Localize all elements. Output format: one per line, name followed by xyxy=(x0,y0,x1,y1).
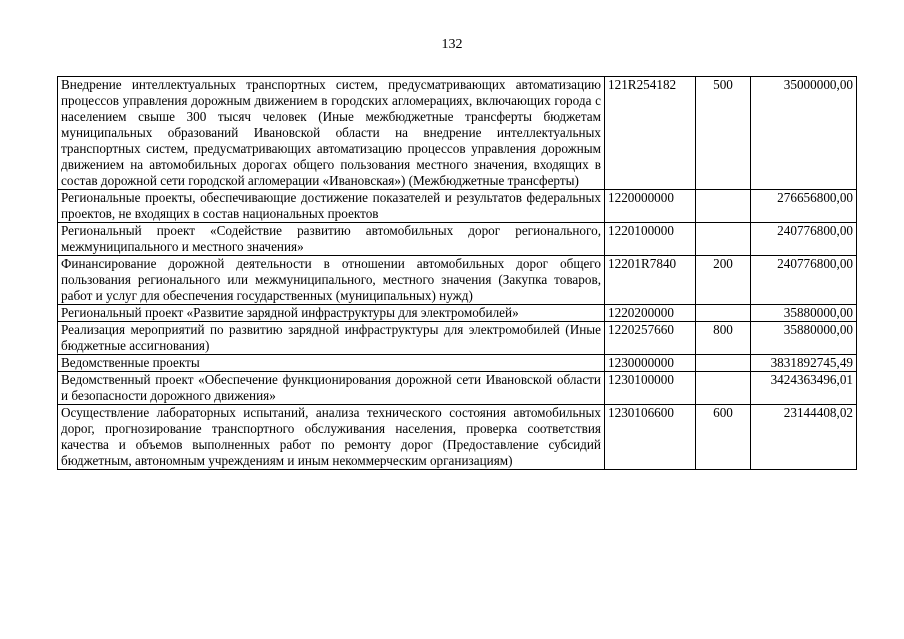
row-code: 1220200000 xyxy=(605,305,696,322)
table-row xyxy=(58,223,857,256)
row-amount: 35000000,00 xyxy=(751,77,857,190)
row-description: Региональный проект «Содействие развитию автомобильных дорог регионального, межмуниципального и местного значения» xyxy=(58,223,605,256)
budget-table xyxy=(57,76,857,470)
row-amount: 3831892745,49 xyxy=(751,355,857,372)
row-expense-type: 600 xyxy=(696,405,751,470)
row-amount: 23144408,02 xyxy=(751,405,857,470)
row-amount: 35880000,00 xyxy=(751,322,857,355)
row-description: Реализация мероприятий по развитию зарядной инфраструктуры для электромобилей (Иные бюджетные ассигнования) xyxy=(58,322,605,355)
row-code: 1220257660 xyxy=(605,322,696,355)
table-row xyxy=(58,190,857,223)
row-description: Внедрение интеллектуальных транспортных систем, предусматривающих автоматизацию процессов управления дорожным движением в городских агломерациях, включающих города с населением свыше 300 тысяч человек (Иные межбюджетные трансферты бюджетам муниципальных образований Ивановской области на внедрение интеллектуальных транспортных систем, предусматривающих автоматизацию процессов управления дорожным движением на автомобильных дорогах общего пользования местного значения, входящих в состав дорожной сети городской агломерации «Ивановская») (Межбюджетные трансферты) xyxy=(58,77,605,190)
table-row xyxy=(58,256,857,305)
row-amount: 3424363496,01 xyxy=(751,372,857,405)
table-row xyxy=(58,355,857,372)
row-expense-type xyxy=(696,190,751,223)
row-description: Региональные проекты, обеспечивающие достижение показателей и результатов федеральных проектов, не входящих в состав национальных проектов xyxy=(58,190,605,223)
table-row xyxy=(58,372,857,405)
row-description: Региональный проект «Развитие зарядной инфраструктуры для электромобилей» xyxy=(58,305,605,322)
table-row xyxy=(58,77,857,190)
row-expense-type xyxy=(696,223,751,256)
row-expense-type xyxy=(696,372,751,405)
row-code: 1230000000 xyxy=(605,355,696,372)
row-amount: 276656800,00 xyxy=(751,190,857,223)
table-row xyxy=(58,305,857,322)
row-code: 1220000000 xyxy=(605,190,696,223)
row-expense-type: 200 xyxy=(696,256,751,305)
row-amount: 35880000,00 xyxy=(751,305,857,322)
row-amount: 240776800,00 xyxy=(751,256,857,305)
row-code: 121R254182 xyxy=(605,77,696,190)
row-description: Ведомственные проекты xyxy=(58,355,605,372)
row-description: Ведомственный проект «Обеспечение функционирования дорожной сети Ивановской области и безопасности дорожного движения» xyxy=(58,372,605,405)
row-description: Финансирование дорожной деятельности в отношении автомобильных дорог общего пользования регионального или межмуниципального, местного значения (Закупка товаров, работ и услуг для обеспечения государственных (муниципальных) нужд) xyxy=(58,256,605,305)
page-number: 132 xyxy=(441,37,463,52)
row-amount: 240776800,00 xyxy=(751,223,857,256)
row-expense-type: 800 xyxy=(696,322,751,355)
table-row xyxy=(58,322,857,355)
row-expense-type: 500 xyxy=(696,77,751,190)
row-code: 1230106600 xyxy=(605,405,696,470)
row-expense-type xyxy=(696,305,751,322)
row-expense-type xyxy=(696,355,751,372)
row-code: 1220100000 xyxy=(605,223,696,256)
row-description: Осуществление лабораторных испытаний, анализа технического состояния автомобильных дорог, прогнозирование транспортного обслуживания населения, проверка соответствия качества и объемов выполненных работ по ремонту дорог (Предоставление субсидий бюджетным, автономным учреждениям и иным некоммерческим организациям) xyxy=(58,405,605,470)
table-row xyxy=(58,405,857,470)
row-code: 1230100000 xyxy=(605,372,696,405)
row-code: 12201R7840 xyxy=(605,256,696,305)
